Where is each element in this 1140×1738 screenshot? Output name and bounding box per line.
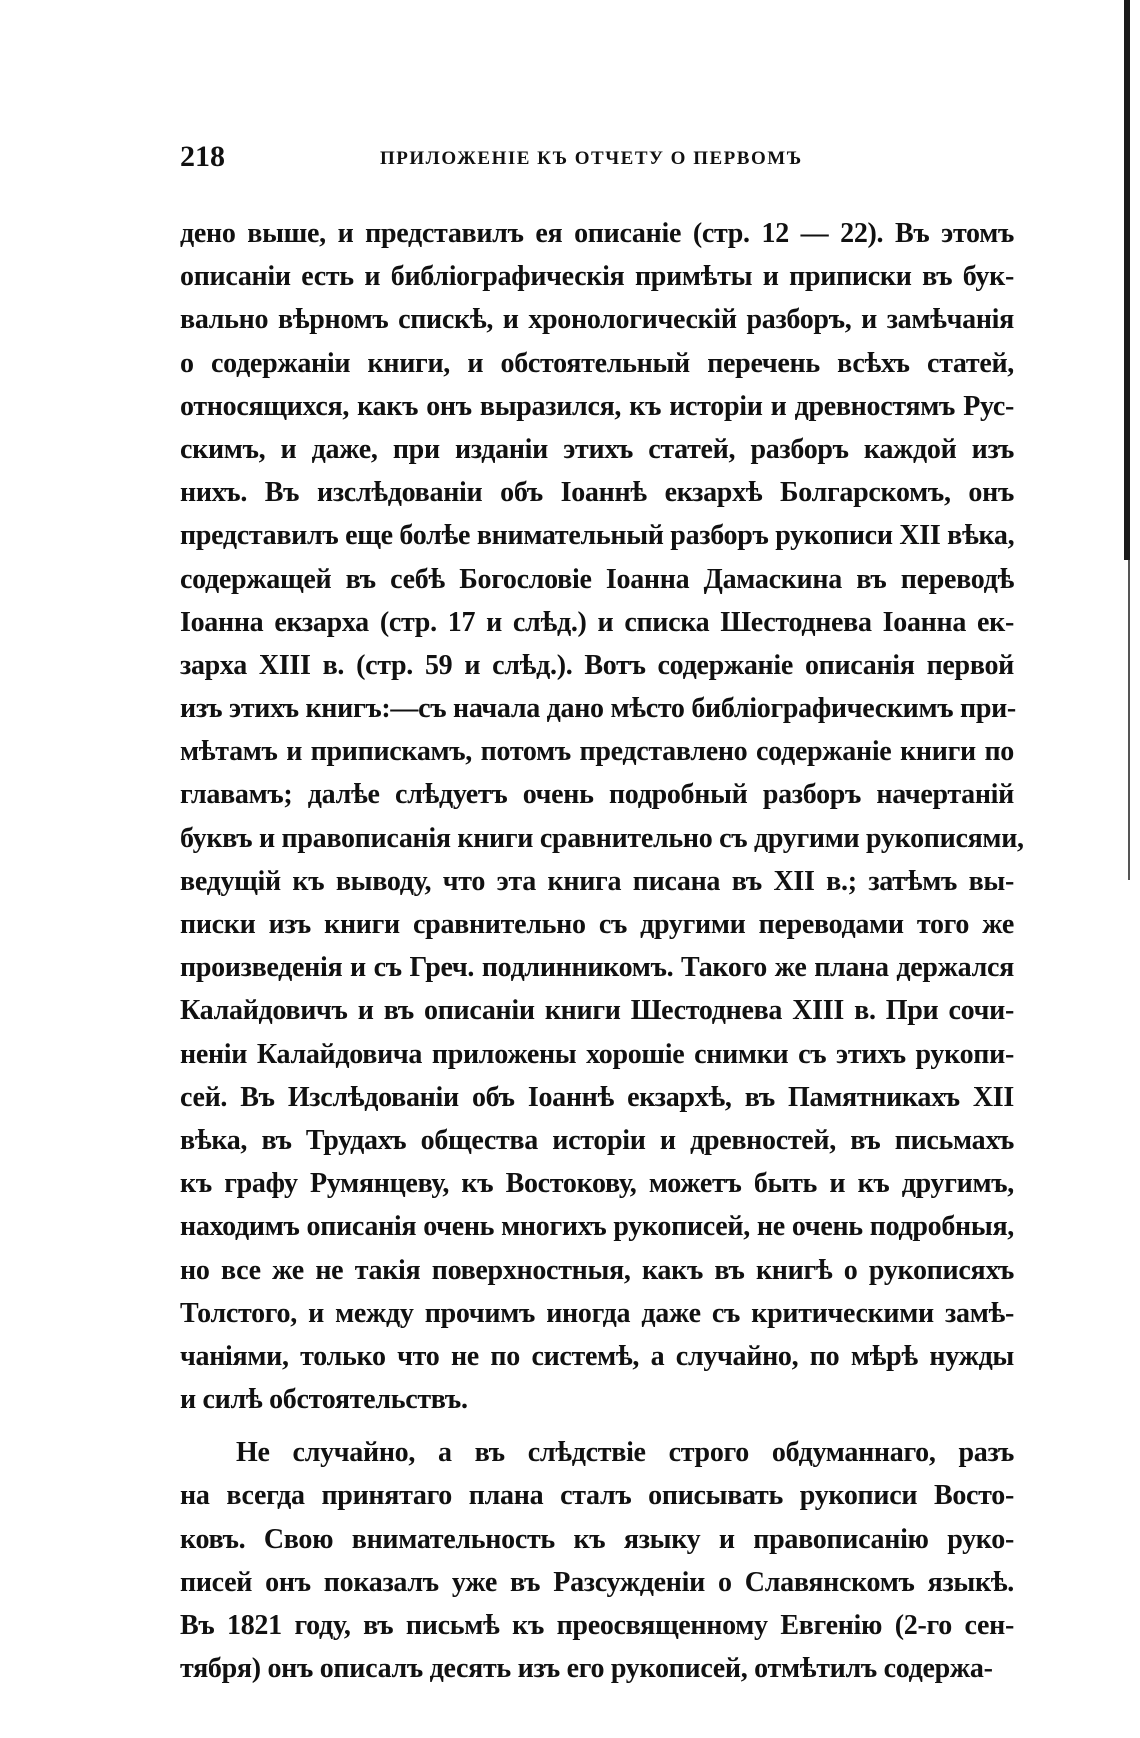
body-text [180, 212, 1024, 1690]
text-line: Калайдовичъ и въ описаніи книги Шестоднева XIII в. При сочи- [180, 995, 1014, 1027]
text-line: сей. Въ Изслѣдованіи объ Іоаннѣ екзархѣ, въ Памятникахъ XII [180, 1081, 1014, 1113]
text-line: и силѣ обстоятельствъ. [180, 1384, 468, 1416]
running-head [180, 140, 1026, 180]
paragraph-gap [180, 1421, 1014, 1431]
text-line: ковъ. Свою внимательность къ языку и правописанію руко- [180, 1523, 1014, 1555]
text-line: Не случайно, а въ слѣдствіе строго обдуманнаго, разъ [236, 1437, 1014, 1469]
text-line: нихъ. Въ изслѣдованіи объ Іоаннѣ екзархѣ Болгарскомъ, онъ [180, 477, 1014, 509]
text-line: скимъ, и даже, при изданіи этихъ статей, разборъ каждой изъ [180, 433, 1014, 465]
text-line: Толстого, и между прочимъ иногда даже съ критическими замѣ- [180, 1297, 1014, 1329]
page-edge-shadow [1124, 0, 1130, 560]
text-line: чаніями, только что не по системѣ, а случайно, по мѣрѣ нужды [180, 1340, 1014, 1372]
running-title: ПРИЛОЖЕНІЕ КЪ ОТЧЕТУ О ПЕРВОМЪ [380, 148, 803, 169]
text-line: относящихся, какъ онъ выразился, къ исторіи и древностямъ Рус- [180, 390, 1014, 422]
text-line: къ графу Румянцеву, къ Востокову, можетъ быть и къ другимъ, [180, 1168, 1014, 1200]
text-line: мѣтамъ и припискамъ, потомъ представлено содержаніе книги по [180, 736, 1014, 768]
text-line: представилъ еще болѣе внимательный разборъ рукописи XII вѣка, [180, 520, 1015, 552]
text-line: тября) онъ описалъ десять изъ его рукописей, отмѣтилъ содержа- [180, 1653, 993, 1685]
text-line: но все же не такія поверхностныя, какъ въ книгѣ о рукописяхъ [180, 1254, 1014, 1286]
text-line: содержащей въ себѣ Богословіе Іоанна Дамаскина въ переводѣ [180, 563, 1014, 595]
text-line: ведущій къ выводу, что эта книга писана въ XII в.; затѣмъ вы- [180, 865, 1014, 897]
text-line: Іоанна екзарха (стр. 17 и слѣд.) и списка Шестоднева Іоанна ек- [180, 606, 1014, 638]
text-line: произведенія и съ Греч. подлинникомъ. Такого же плана держался [180, 952, 1014, 984]
text-line: описаніи есть и библіографическія примѣты и приписки въ бук- [180, 261, 1014, 293]
text-line: неніи Калайдовича приложены хорошіе снимки съ этихъ рукопи- [180, 1038, 1014, 1070]
text-line: писки изъ книги сравнительно съ другими переводами того же [180, 909, 1014, 940]
text-line: Въ 1821 году, въ письмѣ къ преосвященному Евгенію (2-го сен- [180, 1610, 1014, 1641]
paragraph-1 [180, 212, 1024, 1421]
text-line: главамъ; далѣе слѣдуетъ очень подробный разборъ начертаній [180, 779, 1014, 811]
text-line: вально вѣрномъ спискѣ, и хронологическій разборъ, и замѣчанія [180, 304, 1014, 336]
page-edge-shadow-lower [1128, 560, 1130, 880]
text-line: писей онъ показалъ уже въ Разсужденіи о Славянскомъ языкѣ. [180, 1566, 1014, 1598]
paragraph-2 [180, 1431, 1014, 1690]
page-number: 218 [180, 140, 225, 173]
text-line: зарха XIII в. (стр. 59 и слѣд.). Вотъ содержаніе описанія первой [180, 649, 1014, 681]
text-line: вѣка, въ Трудахъ общества исторіи и древностей, въ письмахъ [180, 1124, 1014, 1156]
text-line: буквъ и правописанія книги сравнительно съ другими рукописями, [180, 822, 1024, 854]
text-line: о содержаніи книги, и обстоятельный перечень всѣхъ статей, [180, 347, 1014, 379]
text-line: изъ этихъ книгъ:—съ начала дано мѣсто библіографическимъ при- [180, 693, 1016, 725]
text-line: на всегда принятаго плана сталъ описывать рукописи Восто- [180, 1480, 1014, 1512]
text-line: находимъ описанія очень многихъ рукописей, не очень подробныя, [180, 1211, 1014, 1243]
text-line: дено выше, и представилъ ея описаніе (стр. 12 — 22). Въ этомъ [180, 218, 1014, 249]
